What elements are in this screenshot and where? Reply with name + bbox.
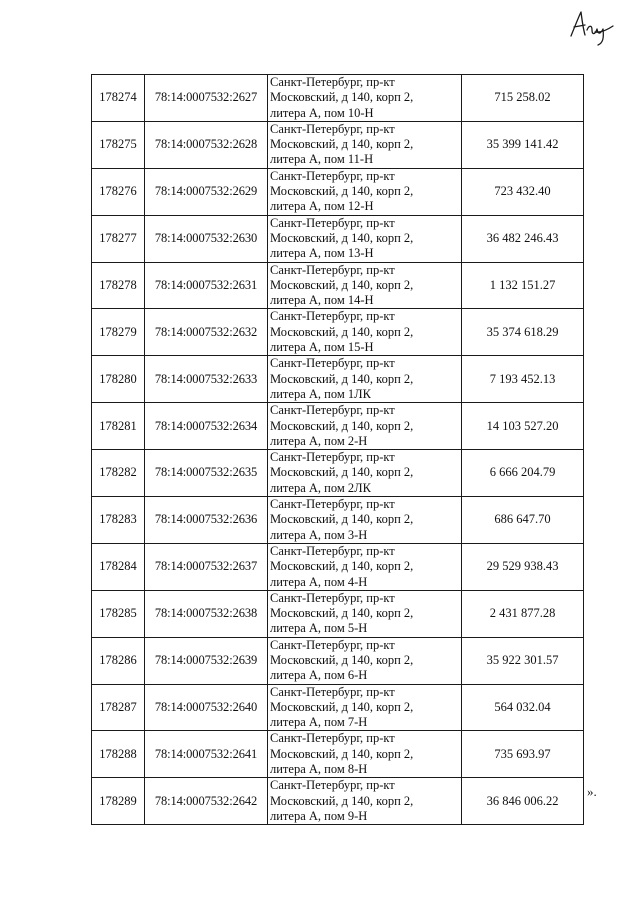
cadastral-value-cell: 35 399 141.42 — [462, 121, 584, 168]
row-number-cell: 178274 — [92, 75, 145, 122]
cadastral-number-cell: 78:14:0007532:2634 — [145, 403, 268, 450]
registry-table-body — [92, 75, 584, 825]
address-cell — [268, 121, 462, 168]
cadastral-number-cell: 78:14:0007532:2641 — [145, 731, 268, 778]
address-line: Московский, д 140, корп 2, — [270, 512, 414, 527]
address-line: Санкт-Петербург, пр-кт — [270, 168, 395, 183]
row-number-cell: 178281 — [92, 403, 145, 450]
address-cell — [268, 637, 462, 684]
address-line: литера А, пом 11-Н — [270, 152, 374, 167]
cadastral-value-cell: 36 482 246.43 — [462, 215, 584, 262]
row-number-cell: 178288 — [92, 731, 145, 778]
address-line: Московский, д 140, корп 2, — [270, 606, 414, 621]
address-line: Санкт-Петербург, пр-кт — [270, 121, 395, 136]
table-row — [92, 403, 584, 450]
address-line: литера А, пом 7-Н — [270, 715, 368, 730]
row-number-cell: 178286 — [92, 637, 145, 684]
address-line: литера А, пом 12-Н — [270, 199, 374, 214]
address-line: Санкт-Петербург, пр-кт — [270, 309, 395, 324]
cadastral-value-cell: 35 922 301.57 — [462, 637, 584, 684]
cadastral-value-cell: 686 647.70 — [462, 497, 584, 544]
row-number-cell: 178284 — [92, 543, 145, 590]
address-line: Московский, д 140, корп 2, — [270, 184, 414, 199]
table-row — [92, 543, 584, 590]
cadastral-value-cell: 2 431 877.28 — [462, 590, 584, 637]
row-number-cell: 178282 — [92, 450, 145, 497]
address-line: Санкт-Петербург, пр-кт — [270, 403, 395, 418]
table-row — [92, 262, 584, 309]
cadastral-value-cell: 1 132 151.27 — [462, 262, 584, 309]
address-cell — [268, 778, 462, 825]
address-line: литера А, пом 8-Н — [270, 762, 368, 777]
address-line: Московский, д 140, корп 2, — [270, 90, 414, 105]
cadastral-number-cell: 78:14:0007532:2633 — [145, 356, 268, 403]
table-row — [92, 731, 584, 778]
address-line: литера А, пом 9-Н — [270, 808, 368, 823]
row-number-cell: 178275 — [92, 121, 145, 168]
address-cell — [268, 403, 462, 450]
address-line: литера А, пом 2-Н — [270, 433, 368, 448]
cadastral-number-cell: 78:14:0007532:2628 — [145, 121, 268, 168]
address-cell — [268, 75, 462, 122]
table-row — [92, 356, 584, 403]
address-line: литера А, пом 10-Н — [270, 105, 374, 120]
row-number-cell: 178285 — [92, 590, 145, 637]
cadastral-number-cell: 78:14:0007532:2635 — [145, 450, 268, 497]
cadastral-number-cell: 78:14:0007532:2640 — [145, 684, 268, 731]
cadastral-number-cell: 78:14:0007532:2638 — [145, 590, 268, 637]
address-cell — [268, 262, 462, 309]
address-line: Санкт-Петербург, пр-кт — [270, 637, 395, 652]
address-cell — [268, 543, 462, 590]
address-line: Санкт-Петербург, пр-кт — [270, 731, 395, 746]
cadastral-value-cell: 723 432.40 — [462, 168, 584, 215]
address-line: Санкт-Петербург, пр-кт — [270, 356, 395, 371]
table-row — [92, 309, 584, 356]
row-number-cell: 178279 — [92, 309, 145, 356]
cadastral-value-cell: 14 103 527.20 — [462, 403, 584, 450]
address-line: Санкт-Петербург, пр-кт — [270, 450, 395, 465]
address-line: литера А, пом 13-Н — [270, 246, 374, 261]
address-line: Московский, д 140, корп 2, — [270, 230, 414, 245]
address-cell — [268, 168, 462, 215]
table-row — [92, 684, 584, 731]
row-number-cell: 178277 — [92, 215, 145, 262]
closing-quote-mark: ». — [587, 784, 597, 799]
cadastral-value-cell: 35 374 618.29 — [462, 309, 584, 356]
address-line: литера А, пом 2ЛК — [270, 480, 371, 495]
address-line: Санкт-Петербург, пр-кт — [270, 497, 395, 512]
address-line: литера А, пом 15-Н — [270, 340, 374, 355]
address-line: Санкт-Петербург, пр-кт — [270, 215, 395, 230]
row-number-cell: 178278 — [92, 262, 145, 309]
address-line: Санкт-Петербург, пр-кт — [270, 684, 395, 699]
address-line: литера А, пом 5-Н — [270, 621, 368, 636]
address-cell — [268, 497, 462, 544]
address-cell — [268, 356, 462, 403]
cadastral-number-cell: 78:14:0007532:2629 — [145, 168, 268, 215]
cadastral-value-cell: 564 032.04 — [462, 684, 584, 731]
address-line: Московский, д 140, корп 2, — [270, 746, 414, 761]
cadastral-value-cell: 715 258.02 — [462, 75, 584, 122]
row-number-cell: 178276 — [92, 168, 145, 215]
table-row — [92, 497, 584, 544]
row-number-cell: 178287 — [92, 684, 145, 731]
cadastral-number-cell: 78:14:0007532:2632 — [145, 309, 268, 356]
address-cell — [268, 450, 462, 497]
cadastral-value-cell: 735 693.97 — [462, 731, 584, 778]
cadastral-number-cell: 78:14:0007532:2642 — [145, 778, 268, 825]
table-row — [92, 75, 584, 122]
table-row — [92, 168, 584, 215]
table-row — [92, 778, 584, 825]
address-cell — [268, 309, 462, 356]
address-line: Московский, д 140, корп 2, — [270, 371, 414, 386]
address-line: литера А, пом 6-Н — [270, 668, 368, 683]
address-cell — [268, 590, 462, 637]
address-line: литера А, пом 1ЛК — [270, 386, 371, 401]
property-registry-table — [91, 74, 584, 825]
address-line: литера А, пом 3-Н — [270, 527, 368, 542]
address-line: литера А, пом 4-Н — [270, 574, 368, 589]
address-line: Московский, д 140, корп 2, — [270, 793, 414, 808]
address-line: Санкт-Петербург, пр-кт — [270, 543, 395, 558]
cadastral-number-cell: 78:14:0007532:2631 — [145, 262, 268, 309]
address-line: Московский, д 140, корп 2, — [270, 652, 414, 667]
address-line: Московский, д 140, корп 2, — [270, 465, 414, 480]
row-number-cell: 178283 — [92, 497, 145, 544]
address-line: Московский, д 140, корп 2, — [270, 324, 414, 339]
table-row — [92, 215, 584, 262]
handwritten-signature — [565, 6, 615, 46]
cadastral-value-cell: 36 846 006.22 — [462, 778, 584, 825]
address-line: Санкт-Петербург, пр-кт — [270, 778, 395, 793]
address-line: Московский, д 140, корп 2, — [270, 277, 414, 292]
address-line: Санкт-Петербург, пр-кт — [270, 75, 395, 89]
address-line: Московский, д 140, корп 2, — [270, 559, 414, 574]
table-row — [92, 590, 584, 637]
address-line: литера А, пом 14-Н — [270, 293, 374, 308]
row-number-cell: 178289 — [92, 778, 145, 825]
cadastral-number-cell: 78:14:0007532:2639 — [145, 637, 268, 684]
address-cell — [268, 684, 462, 731]
cadastral-value-cell: 7 193 452.13 — [462, 356, 584, 403]
address-line: Санкт-Петербург, пр-кт — [270, 590, 395, 605]
table-row — [92, 450, 584, 497]
cadastral-number-cell: 78:14:0007532:2636 — [145, 497, 268, 544]
address-line: Московский, д 140, корп 2, — [270, 137, 414, 152]
cadastral-value-cell: 29 529 938.43 — [462, 543, 584, 590]
cadastral-value-cell: 6 666 204.79 — [462, 450, 584, 497]
cadastral-number-cell: 78:14:0007532:2627 — [145, 75, 268, 122]
cadastral-number-cell: 78:14:0007532:2630 — [145, 215, 268, 262]
row-number-cell: 178280 — [92, 356, 145, 403]
table-row — [92, 121, 584, 168]
address-cell — [268, 215, 462, 262]
address-line: Московский, д 140, корп 2, — [270, 418, 414, 433]
address-line: Санкт-Петербург, пр-кт — [270, 262, 395, 277]
cadastral-number-cell: 78:14:0007532:2637 — [145, 543, 268, 590]
address-cell — [268, 731, 462, 778]
table-row — [92, 637, 584, 684]
address-line: Московский, д 140, корп 2, — [270, 699, 414, 714]
